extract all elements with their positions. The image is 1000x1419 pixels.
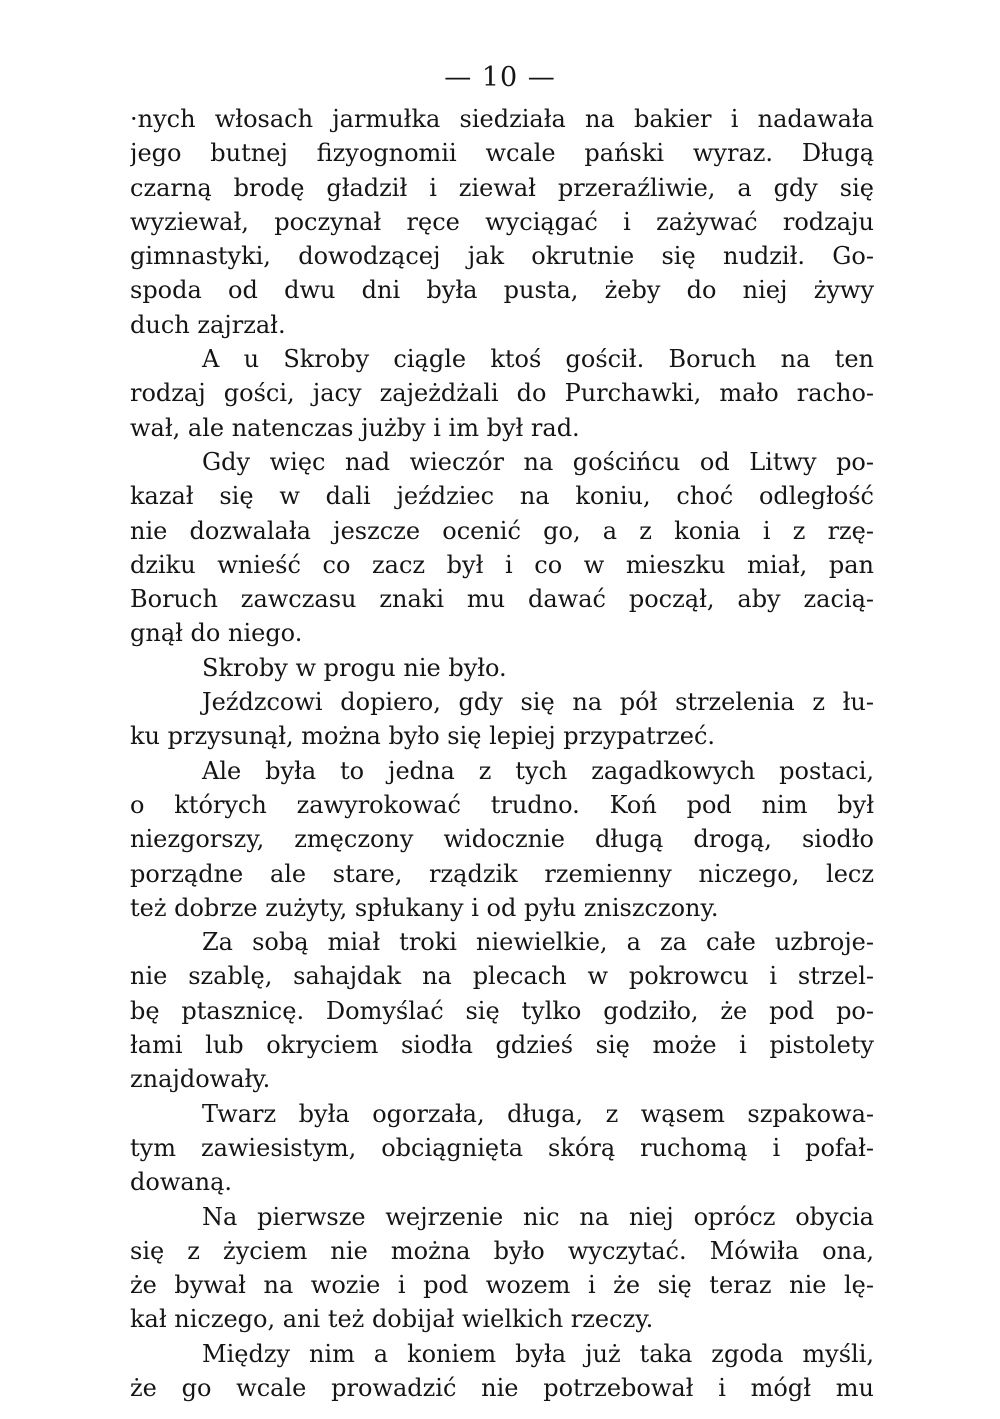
text-line: ·nych włosach jarmułka siedziała na bakier i nadawała [130,105,874,133]
text-line: znajdowały. [130,1065,271,1094]
text-line: wyziewał, poczynał ręce wyciągać i zażywać rodzaju [130,207,874,236]
paragraph-first-line: Skroby w progu nie było. [202,653,507,682]
text-line: niezgorszy, zmęczony widocznie długą drogą, siodło [130,825,874,854]
text-line: jego butnej fizyognomii wcale pański wyraz. Długą [130,139,874,168]
paragraph-first-line: A u Skroby ciągle ktoś gościł. Boruch na ten [202,345,874,374]
text-line: rodzaj gości, jacy zajeżdżali do Purchawki, mało racho- [130,379,874,408]
page-number: — 10 — [444,62,556,93]
text-line: duch zajrzał. [130,310,286,339]
paragraph-first-line: Jeźdzcowi dopiero, gdy się na pół strzelenia z łu- [202,688,874,717]
text-line: że bywał na wozie i pod wozem i że się teraz nie lę- [130,1271,874,1300]
text-line: Boruch zawczasu znaki mu dawać począł, aby zacią- [130,585,874,614]
text-line: o których zawyrokować trudno. Koń pod nim był [130,790,874,819]
paragraph-first-line: Między nim a koniem była już taka zgoda myśli, [202,1339,874,1368]
text-line: bę ptasznicę. Domyślać się tylko godziło, że pod po- [130,996,874,1025]
text-line: tym zawiesistym, obciągnięta skórą ruchomą i pofał- [130,1133,874,1162]
text-line: wał, ale natenczas jużby i im był rad. [130,413,580,442]
text-line: czarną brodę gładził i ziewał przeraźliwie, a gdy się [130,173,874,202]
text-line: porządne ale stare, rządzik rzemienny niczego, lecz [130,859,874,888]
text-line: kazał się w dali jeździec na koniu, choć odległość [130,482,874,511]
text-line: łami lub okryciem siodła gdzieś się może i pistolety [130,1031,874,1060]
text-line: kał niczego, ani też dobijał wielkich rzeczy. [130,1305,654,1334]
paragraph-first-line: Twarz była ogorzała, długa, z wąsem szpakowa- [202,1099,874,1128]
text-line: nie szablę, sahajdak na plecach w pokrowcu i strzel- [130,962,874,991]
text-line: się z życiem nie można było wyczytać. Mówiła ona, [130,1236,874,1265]
text-line: że go wcale prowadzić nie potrzebował i mógł mu [130,1373,874,1402]
text-line: dziku wnieść co zacz był i co w mieszku miał, pan [130,550,874,579]
text-line: spoda od dwu dni była pusta, żeby do niej żywy [130,276,874,305]
paragraph-first-line: Ale była to jedna z tych zagadkowych postaci, [202,756,874,785]
body-text [130,102,874,1405]
text-line: też dobrze zużyty, spłukany i od pyłu zniszczony. [130,893,719,922]
paragraph-first-line: Gdy więc nad wieczór na gościńcu od Litwy po- [202,447,874,476]
text-line: gimnastyki, dowodzącej jak okrutnie się nudził. Go- [130,242,874,271]
paragraph-first-line: Za sobą miał troki niewielkie, a za całe uzbroje- [202,928,874,957]
text-line: nie dozwalała jeszcze ocenić go, a z konia i z rzę- [130,516,874,545]
text-line: dowaną. [130,1168,233,1197]
text-line: gnął do niego. [130,619,303,648]
text-line: ku przysunął, można było się lepiej przypatrzeć. [130,722,716,751]
paragraph-first-line: Na pierwsze wejrzenie nic na niej oprócz obycia [202,1202,874,1231]
